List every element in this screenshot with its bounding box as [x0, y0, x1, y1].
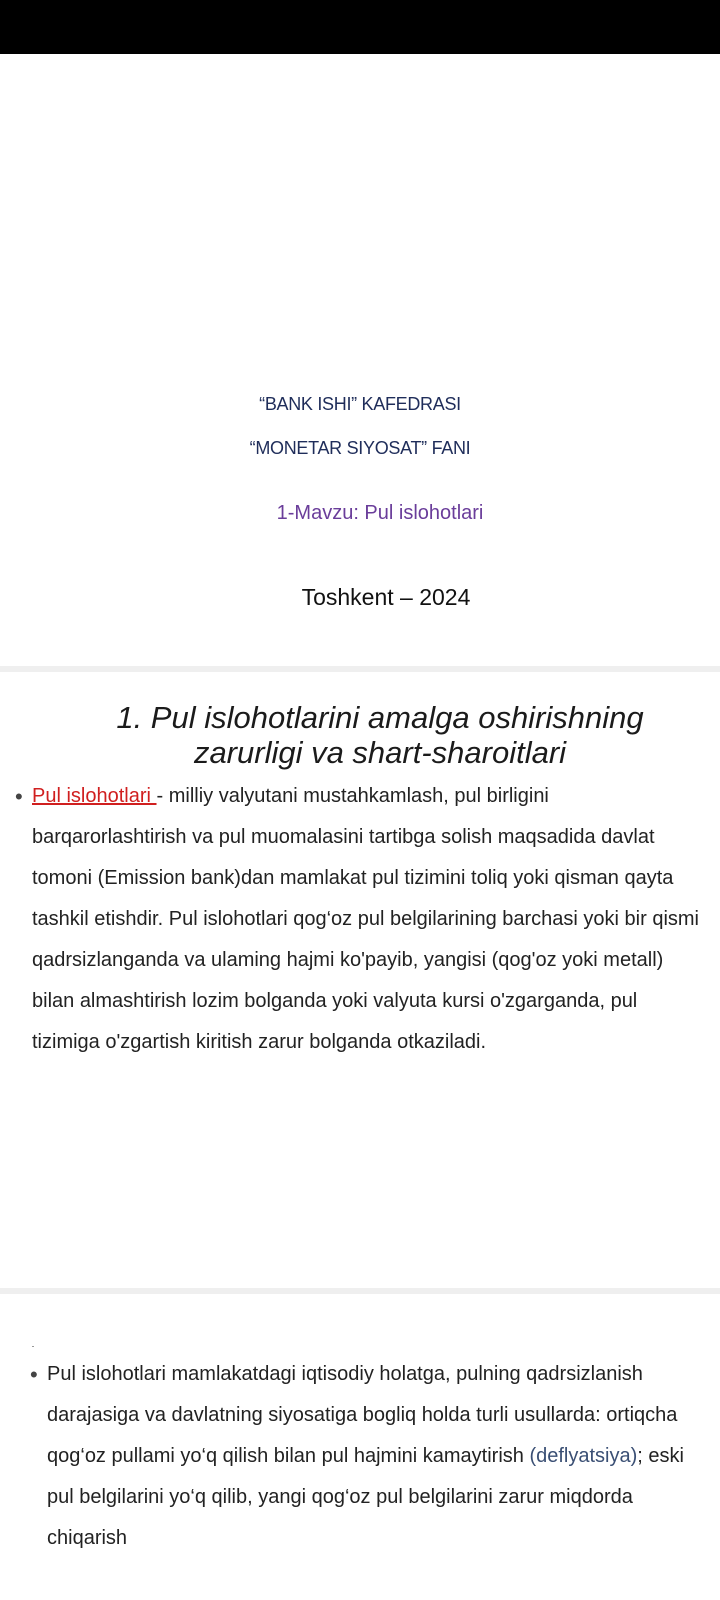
methods-text-b: ; eski pul belgilarini yo‘q qilib, yangi qog‘oz pul belgilarini zarur miqdorda chiqarish	[47, 1445, 684, 1549]
bullet-icon: •	[15, 784, 23, 809]
subject-name: “MONETAR SIYOSAT” FANI	[249, 438, 471, 458]
methods-slide	[0, 1294, 720, 1600]
city-year: Toshkent – 2024	[301, 584, 471, 610]
term-pul-islohotlari: Pul islohotlari	[32, 785, 157, 807]
bullet-icon: •	[30, 1362, 38, 1387]
deflation-term: (deflyatsiya)	[529, 1445, 638, 1467]
status-bar	[0, 0, 720, 54]
definition-text: - milliy valyutani mustahkamlash, pul birligini barqarorlashtirish va pul muomalasini tartibga solish maqsadida davlat tomoni (Emission bank)dan mamlakat pul tizimini toliq yoki qisman qayta tashkil etishdir. Pul islohotlari qog‘oz pul belgilarining barchasi yoki bir qismi qadrsizlanganda va ulaming hajmi ko'payib, yangisi (qog'oz yoki metall) bilan almashtirish lozim bolganda yoki valyuta kursi o'zgarganda, pul tizimiga o'zgartish kiritish zarur bolganda otkaziladi.	[32, 785, 699, 1053]
topic-title: 1-Mavzu: Pul islohotlari	[276, 502, 484, 524]
divider-dot	[32, 1346, 34, 1347]
slide-title-line-1: 1. Pul islohotlarini amalga oshirishning	[116, 700, 644, 735]
definition-paragraph	[32, 776, 708, 1063]
slide-title	[0, 700, 720, 770]
slide-title-line-2: zarurligi va shart-sharoitlari	[193, 735, 567, 770]
methods-text-a: Pul islohotlari mamlakatdagi iqtisodiy holatga, pulning qadrsizlanish darajasiga va davlatning siyosatiga bogliq holda turli usullarda: ortiqcha qog‘oz pullami yo‘q qilish bilan pul hajmini kamaytirish	[47, 1363, 678, 1467]
methods-paragraph	[47, 1354, 709, 1559]
definition-slide	[0, 672, 720, 1288]
department-name: “BANK ISHI” KAFEDRASI	[259, 394, 461, 414]
title-slide	[0, 54, 720, 666]
